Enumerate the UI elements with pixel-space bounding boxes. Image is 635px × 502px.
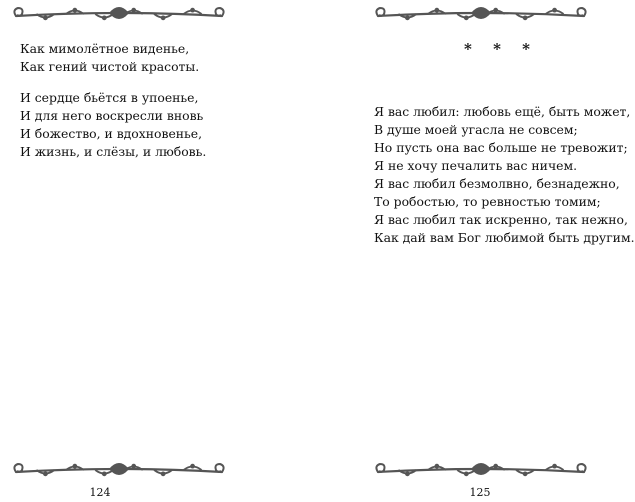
- verse-line: И для него воскресли вновь: [20, 108, 204, 123]
- stanza-2: [20, 89, 206, 161]
- section-separator: * * *: [464, 40, 538, 58]
- verse-line: Но пусть она вас больше не тревожит;: [374, 140, 628, 155]
- verse-line: Я вас любил так искренно, так нежно,: [374, 212, 628, 227]
- verse-line: Я вас любил безмолвно, безнадежно,: [374, 176, 620, 191]
- left-page: [0, 0, 300, 502]
- verse-line: Я вас любил: любовь ещё, быть может,: [374, 104, 631, 119]
- verse-line: И божество, и вдохновенье,: [20, 126, 203, 141]
- verse-line: Я не хочу печалить вас ничем.: [374, 158, 578, 173]
- stanza-1: [20, 40, 199, 76]
- page-number: 124: [89, 486, 111, 499]
- top-flourish-ornament: [372, 2, 590, 24]
- bottom-flourish-ornament: [10, 458, 228, 480]
- verse-line: И сердце бьётся в упоенье,: [20, 90, 199, 105]
- stanza-1: [374, 103, 635, 247]
- verse-line: Как мимолётное виденье,: [20, 41, 190, 56]
- verse-line: То робостью, то ревностью томим;: [374, 194, 601, 209]
- verse-line: В душе моей угасла не совсем;: [374, 122, 578, 137]
- verse-line: Как гений чистой красоты.: [20, 59, 200, 74]
- page-number: 125: [469, 486, 491, 499]
- verse-line: И жизнь, и слёзы, и любовь.: [20, 144, 207, 159]
- verse-line: Как дай вам Бог любимой быть другим.: [374, 230, 635, 245]
- right-page: [300, 0, 635, 502]
- top-flourish-ornament: [10, 2, 228, 24]
- bottom-flourish-ornament: [372, 458, 590, 480]
